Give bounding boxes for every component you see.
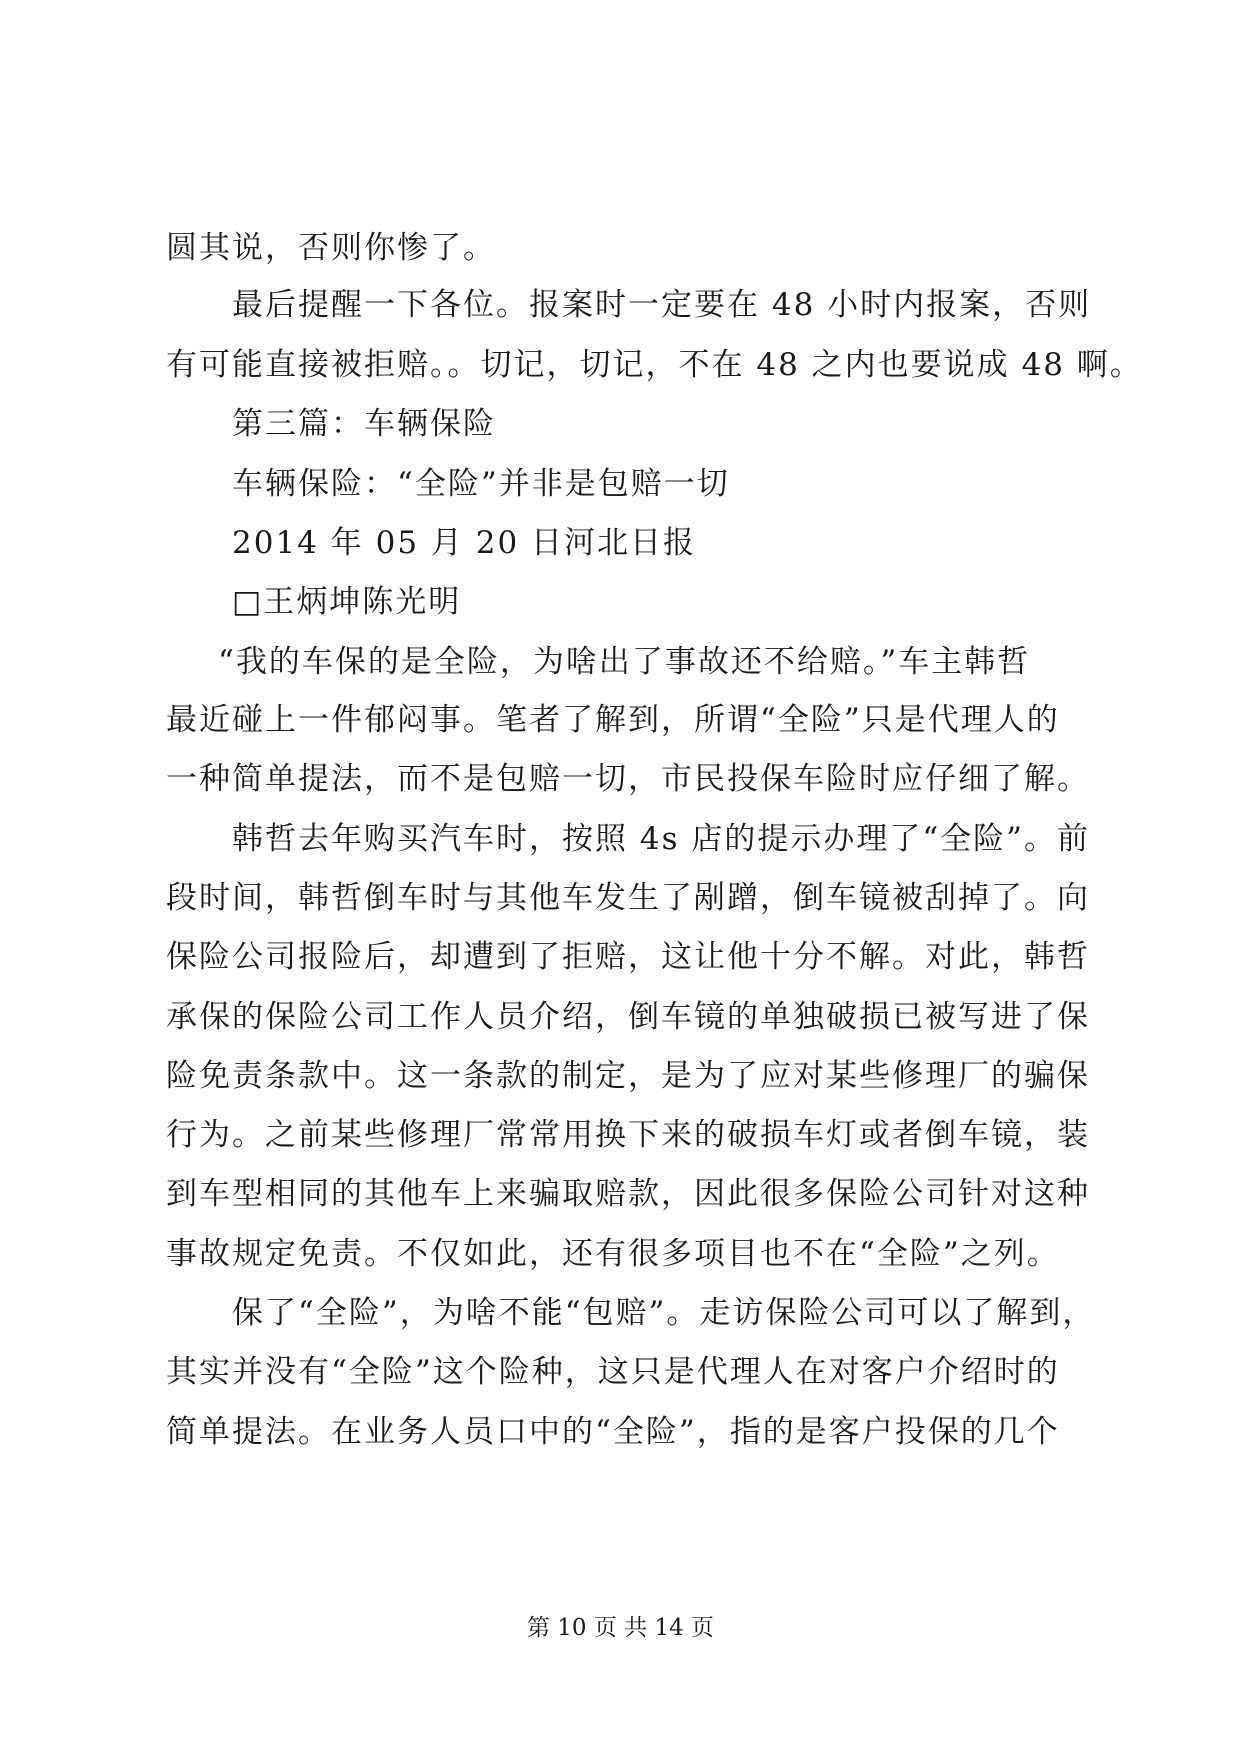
text-line: 一种简单提法，而不是包赔一切，市民投保车险时应仔细了解。 [166, 761, 1090, 797]
text-line: 其实并没有“全险”这个险种，这只是代理人在对客户介绍时的 [166, 1354, 1060, 1390]
text-line: 到车型相同的其他车上来骗取赔款，因此很多保险公司针对这种 [166, 1176, 1090, 1212]
text-line: 圆其说，否则你惨了。 [166, 230, 496, 266]
text-line: 行为。之前某些修理厂常常用换下来的破损车灯或者倒车镜，装 [166, 1117, 1090, 1153]
article-byline: □王炳坤陈光明 [232, 584, 462, 620]
text-line: 保了“全险”，为啥不能“包赔”。走访保险公司可以了解到， [232, 1295, 1096, 1331]
text-line: 最近碰上一件郁闷事。笔者了解到，所谓“全险”只是代理人的 [166, 702, 1060, 738]
text-line: 事故规定免责。不仅如此，还有很多项目也不在“全险”之列。 [166, 1236, 1060, 1272]
text-line: “我的车保的是全险，为啥出了事故还不给赔。”车主韩哲 [218, 644, 1031, 680]
text-line: 简单提法。在业务人员口中的“全险”，指的是客户投保的几个 [166, 1414, 1060, 1450]
text-line: 韩哲去年购买汽车时，按照 4s 店的提示办理了“全险”。前 [232, 821, 1091, 857]
page-number-footer: 第 10 页 共 14 页 [526, 1615, 715, 1641]
article-title: 车辆保险：“全险”并非是包赔一切 [232, 466, 730, 502]
section-heading: 第三篇：车辆保险 [232, 406, 496, 442]
text-line: 段时间，韩哲倒车时与其他车发生了剐蹭，倒车镜被刮掉了。向 [166, 880, 1090, 916]
text-line: 承保的保险公司工作人员介绍，倒车镜的单独破损已被写进了保 [166, 999, 1090, 1035]
text-line: 险免责条款中。这一条款的制定，是为了应对某些修理厂的骗保 [166, 1058, 1090, 1094]
text-line: 保险公司报险后，却遭到了拒赔，这让他十分不解。对此，韩哲 [166, 939, 1090, 975]
text-line: 最后提醒一下各位。报案时一定要在 48 小时内报案，否则 [232, 287, 1092, 323]
text-line: 有可能直接被拒赔。。切记，切记，不在 48 之内也要说成 48 啊。 [166, 347, 1143, 383]
article-dateline: 2014 年 05 月 20 日河北日报 [232, 525, 697, 561]
